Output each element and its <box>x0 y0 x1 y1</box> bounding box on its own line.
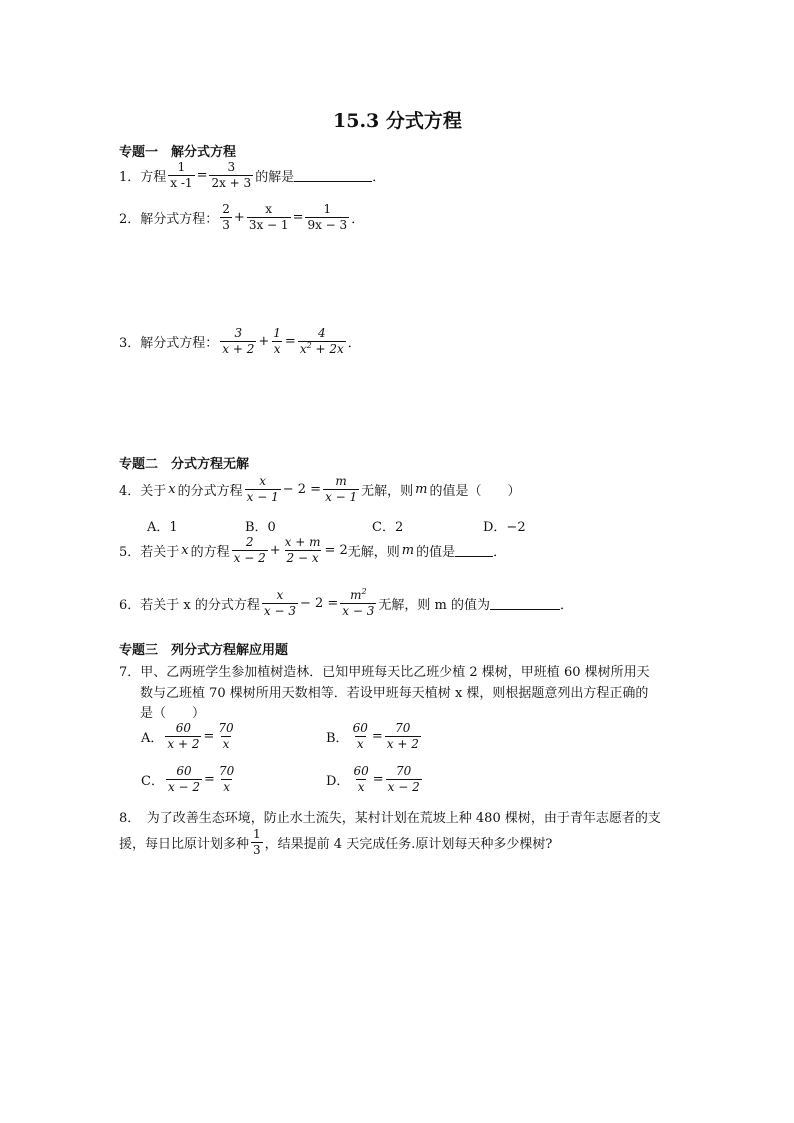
q6-end: ． <box>559 598 573 613</box>
q5-answer-blank[interactable] <box>455 544 493 557</box>
question-1 <box>119 160 385 191</box>
q6-fraction-1: $\frac{x}{x - 3}$ <box>263 588 296 618</box>
page-title: 15.3 分式方程 <box>333 110 462 132</box>
q3-plus: + <box>258 334 270 349</box>
q1-fraction-1: $\frac{1}{x -1}$ <box>170 160 193 190</box>
question-2 <box>119 202 364 233</box>
q3-equals: = <box>284 334 296 349</box>
q5-var-x: x <box>181 543 189 558</box>
question-3 <box>119 326 361 357</box>
q1-prefix: 1．方程 <box>119 170 167 185</box>
q7-option-c[interactable]: C． $\frac{60}{x - 2}$ = $\frac{70}{x}$ <box>141 764 235 794</box>
q2-plus: + <box>233 210 245 225</box>
q7-line-3: 是（ ） <box>140 706 206 721</box>
q5-mid: 的方程 <box>190 545 230 560</box>
q4-mid: 的分式方程 <box>177 484 243 499</box>
question-4 <box>119 474 521 505</box>
section-heading-1: 专题一 解分式方程 <box>119 145 237 160</box>
q6-fraction-2: $\frac{m^2}{x - 3}$ <box>342 587 375 618</box>
q6-prefix: 6．若关于 x 的分式方程 <box>119 598 260 613</box>
q3-prefix: 3．解分式方程： <box>119 336 219 351</box>
q4-option-c[interactable]: C．2 <box>372 520 404 535</box>
q2-equals: = <box>292 210 304 225</box>
q5-end: ． <box>493 545 507 560</box>
q6-answer-blank[interactable] <box>490 597 560 610</box>
q4-option-b[interactable]: B．0 <box>245 520 276 535</box>
q3-end: ． <box>347 336 361 351</box>
q5-fraction-2: $\frac{x + m}{2 - x}$ <box>284 535 321 565</box>
q7-option-a[interactable]: A． $\frac{60}{x + 2}$ = $\frac{70}{x}$ <box>141 721 234 751</box>
q2-prefix: 2．解分式方程： <box>119 212 219 227</box>
q4-prefix: 4．关于 <box>119 484 167 499</box>
q1-fraction-2: $\frac{3}{2x + 3}$ <box>211 160 252 190</box>
q7-option-b[interactable]: B． $\frac{60}{x}$ = $\frac{70}{x + 2}$ <box>326 721 419 751</box>
q4-suffix: 无解，则 <box>361 484 414 499</box>
q4-minus: − 2 = <box>282 482 322 497</box>
section-heading-2: 专题二 分式方程无解 <box>119 457 250 472</box>
q7-option-d[interactable]: D． $\frac{60}{x}$ = $\frac{70}{x - 2}$ <box>326 764 420 794</box>
section-heading-3: 专题三 列分式方程解应用题 <box>119 643 289 658</box>
q5-var-m: m <box>401 543 415 558</box>
q4-fraction-2: $\frac{m}{x - 1}$ <box>325 474 358 504</box>
q5-equals: = 2 <box>324 543 348 558</box>
q8-line-2: 援，每日比原计划多种 $\frac{1}{3}$ ，结果提前 4 天完成任务.原计划每天种多少棵树? <box>119 827 553 857</box>
q4-option-a[interactable]: A．1 <box>147 520 178 535</box>
q1-equals: = <box>196 168 208 183</box>
q7-line-2: 数与乙班植 70 棵树所用天数相等．若设甲班每天植树 x 棵，则根据题意列出方程正确的 <box>140 686 649 701</box>
q4-var-x: x <box>168 482 176 497</box>
q4-var-m: m <box>415 482 428 497</box>
q6-suffix: 无解，则 m 的值为 <box>378 598 490 613</box>
q3-fraction-3: $\frac{4}{x^2 + 2x}$ <box>299 326 344 356</box>
question-5 <box>119 535 506 566</box>
q2-fraction-1: $\frac{2}{3}$ <box>222 202 230 232</box>
q1-suffix: 的解是 <box>255 170 295 185</box>
q2-fraction-3: $\frac{1}{9x - 3}$ <box>307 202 348 232</box>
q6-minus: − 2 = <box>299 596 339 611</box>
q1-answer-blank[interactable] <box>294 169 372 182</box>
q8-line-1: 8． 为了改善生态环境，防止水土流失，某村计划在荒坡上种 480 棵树，由于青年志愿者的支 <box>119 811 661 826</box>
q7-line-1: 7．甲、乙两班学生参加植树造林．已知甲班每天比乙班少植 2 棵树，甲班植 60 棵树所用天 <box>119 665 650 680</box>
q2-fraction-2: $\frac{x}{3x - 1}$ <box>248 202 289 232</box>
q4-option-d[interactable]: D．−2 <box>483 520 526 535</box>
q3-fraction-2: $\frac{1}{x}$ <box>273 326 281 356</box>
question-6 <box>119 588 573 619</box>
q5-prefix: 5．若关于 <box>119 545 180 560</box>
q5-suffix-2: 的值是 <box>416 545 456 560</box>
q4-fraction-1: $\frac{x}{x - 1}$ <box>246 474 279 504</box>
q5-fraction-1: $\frac{2}{x - 2}$ <box>233 535 266 565</box>
q3-fraction-1: $\frac{3}{x + 2}$ <box>222 326 255 356</box>
q1-end: ． <box>372 170 386 185</box>
q4-suffix-2: 的值是（ ） <box>429 484 521 499</box>
q5-suffix: 无解，则 <box>347 545 400 560</box>
q8-fraction: $\frac{1}{3}$ <box>253 827 261 857</box>
q2-end: ． <box>351 212 365 227</box>
q5-plus: + <box>269 543 281 558</box>
